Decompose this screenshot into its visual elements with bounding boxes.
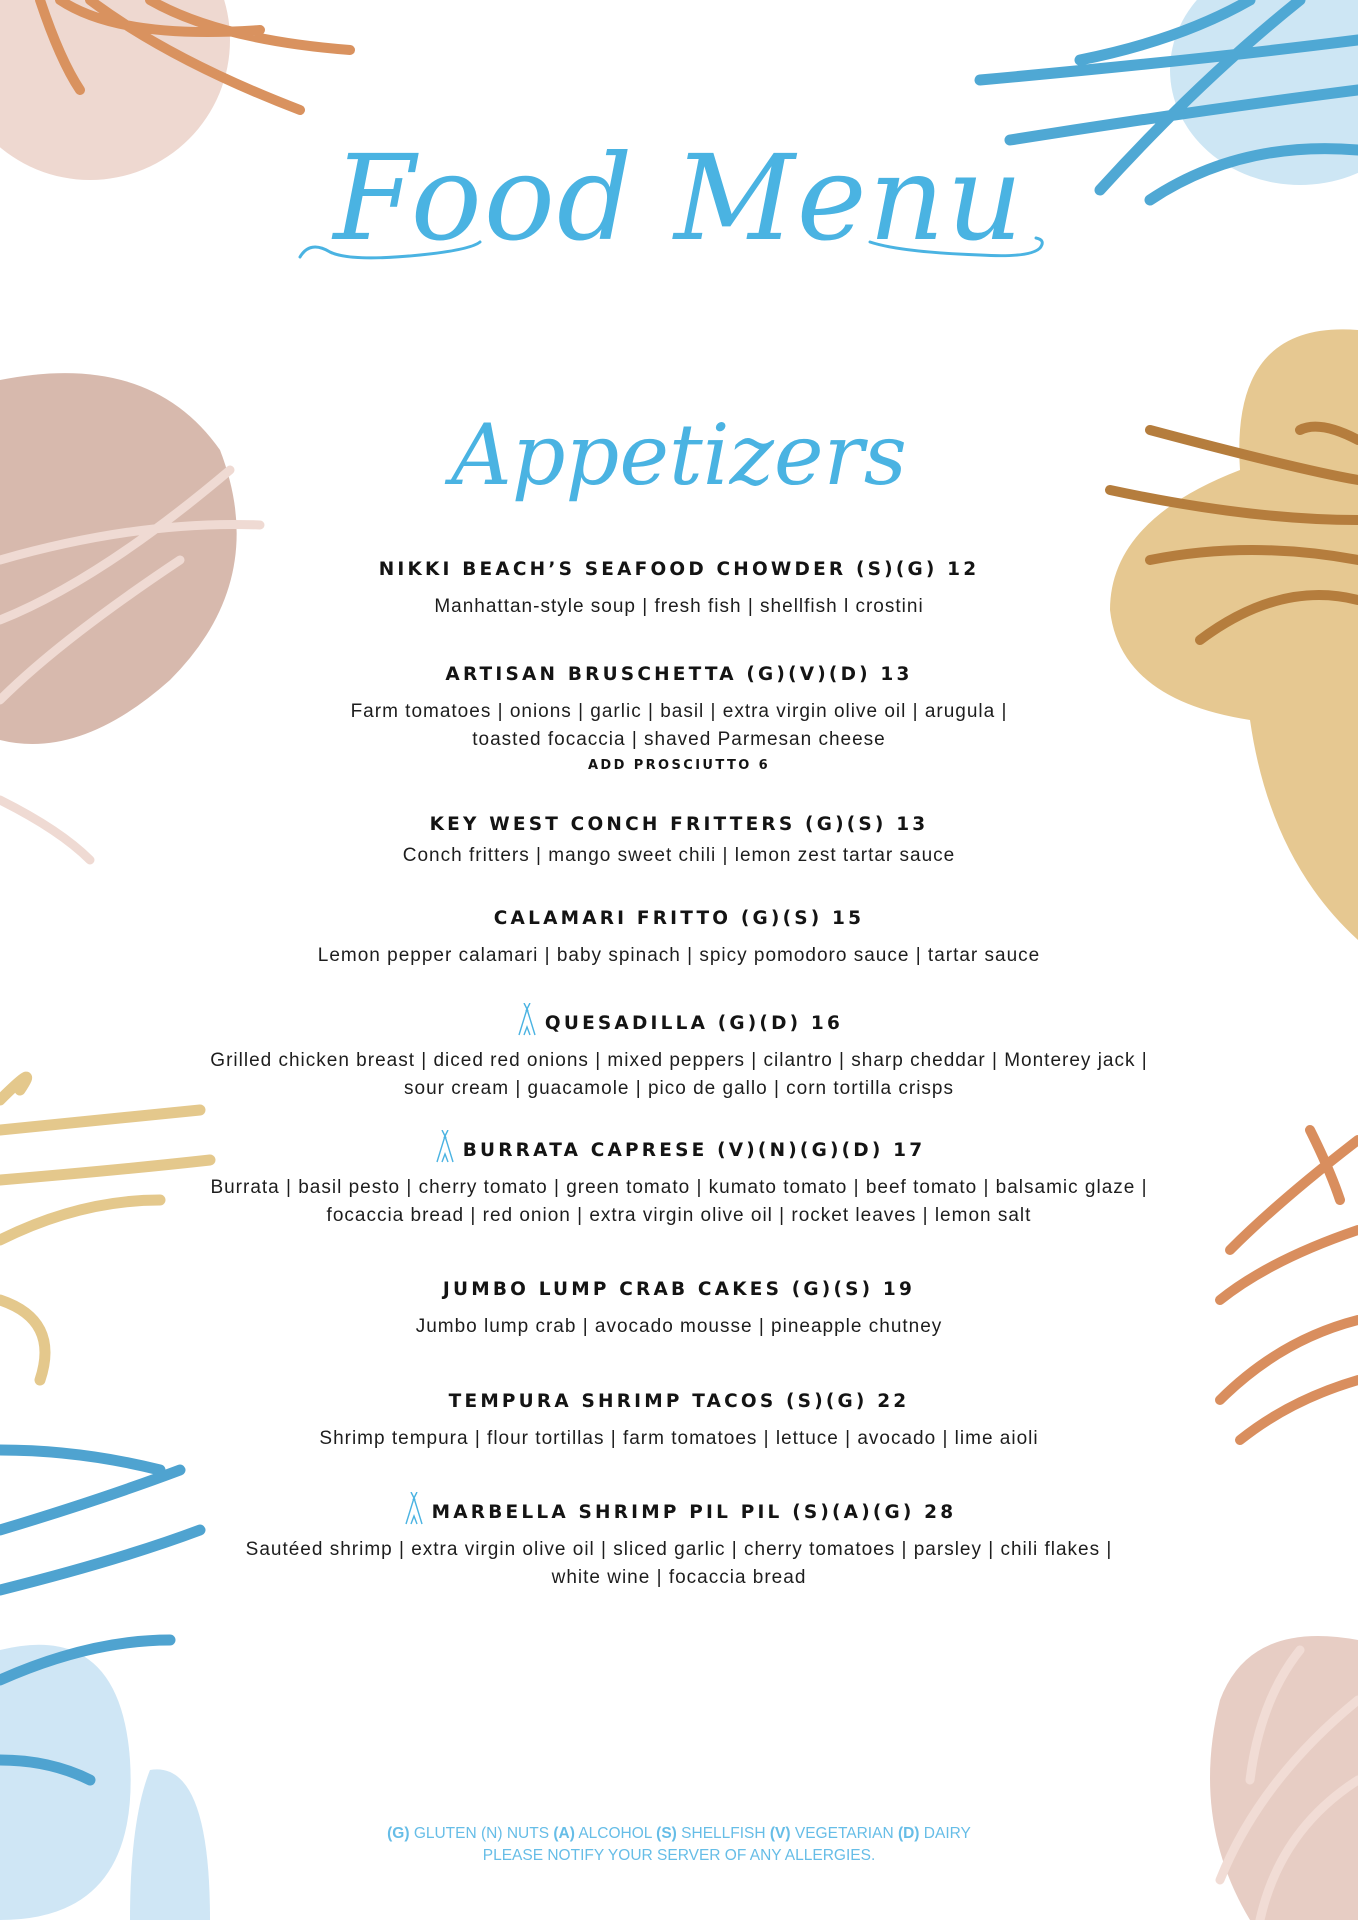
section-title-appetizers: Appetizers	[451, 406, 907, 504]
menu-item	[150, 808, 1208, 870]
menu-item-description: Burrata | basil pesto | cherry tomato | green tomato | kumato tomato | beef tomato | balsamic glaze |	[210, 1177, 1148, 1198]
menu-item-description: Manhattan-style soup | fresh fish | shellfish l crostini	[434, 596, 924, 617]
menu-item	[150, 902, 1208, 970]
menu-item	[150, 1007, 1208, 1103]
menu-item	[150, 553, 1208, 621]
menu-item	[150, 1496, 1208, 1592]
right-orange-leaf-illustration	[1220, 1130, 1358, 1440]
legend-label: DAIRY	[923, 1825, 971, 1842]
legend-code: (N)	[481, 1825, 503, 1842]
menu-item-description: Shrimp tempura | flour tortillas | farm tomatoes | lettuce | avocado | lime aioli	[319, 1428, 1039, 1449]
page-title: Food Menu	[333, 129, 1025, 267]
legend-code: (S)	[656, 1825, 677, 1842]
menu-item-addon: ADD PROSCIUTTO 6	[587, 758, 771, 773]
menu-item-name-row	[150, 1496, 1208, 1530]
menu-item	[150, 1273, 1208, 1341]
menu-item-list	[150, 553, 1208, 1592]
menu-item-description: Jumbo lump crab | avocado mousse | pineapple chutney	[415, 1316, 943, 1337]
menu-item-description: toasted focaccia | shaved Parmesan cheese	[472, 729, 886, 750]
menu-item-name: BURRATA CAPRESE (V)(N)(G)(D) 17	[462, 1140, 926, 1161]
menu-item	[150, 1385, 1208, 1453]
menu-item	[150, 1134, 1208, 1230]
legend-label: GLUTEN	[413, 1825, 477, 1842]
menu-item-name: NIKKI BEACH’S SEAFOOD CHOWDER (S)(G) 12	[378, 559, 980, 580]
legend-code: (A)	[553, 1825, 575, 1842]
bottom-right-leaf-illustration	[1210, 1636, 1358, 1920]
menu-item	[150, 658, 1208, 778]
menu-item-description: Sautéed shrimp | extra virgin olive oil | sliced garlic | cherry tomatoes | parsley | chili flakes |	[245, 1539, 1113, 1560]
legend-label: SHELLFISH	[681, 1825, 766, 1842]
menu-item-description: Grilled chicken breast | diced red onions | mixed peppers | cilantro | sharp cheddar | Monterey jack |	[210, 1050, 1148, 1071]
menu-item-description: focaccia bread | red onion | extra virgin olive oil | rocket leaves | lemon salt	[326, 1205, 1032, 1226]
legend-label: VEGETARIAN	[794, 1825, 894, 1842]
menu-header	[0, 120, 1358, 300]
legend-label: ALCOHOL	[578, 1825, 652, 1842]
allergen-legend	[0, 1823, 1358, 1867]
menu-item-description: Farm tomatoes | onions | garlic | basil | extra virgin olive oil | arugula |	[350, 701, 1008, 722]
menu-item-name-row	[150, 1007, 1208, 1041]
menu-item-name: CALAMARI FRITTO (G)(S) 15	[493, 908, 865, 929]
menu-item-name-row	[150, 1134, 1208, 1168]
allergen-legend-row	[0, 1823, 1358, 1845]
menu-item-name: ARTISAN BRUSCHETTA (G)(V)(D) 13	[445, 664, 913, 685]
legend-code: (V)	[769, 1825, 791, 1842]
menu-item-name: TEMPURA SHRIMP TACOS (S)(G) 22	[448, 1391, 910, 1412]
menu-item-description: Lemon pepper calamari | baby spinach | spicy pomodoro sauce | tartar sauce	[317, 945, 1041, 966]
menu-item-name: MARBELLA SHRIMP PIL PIL (S)(A)(G) 28	[431, 1502, 957, 1523]
teepee-icon	[402, 1492, 426, 1526]
legend-code: (G)	[387, 1825, 410, 1842]
legend-code: (D)	[897, 1825, 920, 1842]
teepee-icon	[433, 1130, 457, 1164]
menu-item-description: sour cream | guacamole | pico de gallo | corn tortilla crisps	[404, 1078, 954, 1099]
legend-label: NUTS	[506, 1825, 550, 1842]
menu-item-name: KEY WEST CONCH FRITTERS (G)(S) 13	[429, 814, 929, 835]
menu-item-name: QUESADILLA (G)(D) 16	[544, 1013, 844, 1034]
menu-item-name: JUMBO LUMP CRAB CAKES (G)(S) 19	[442, 1279, 916, 1300]
teepee-icon	[515, 1003, 539, 1037]
menu-item-description: Conch fritters | mango sweet chili | lemon zest tartar sauce	[402, 845, 956, 866]
allergy-note: PLEASE NOTIFY YOUR SERVER OF ANY ALLERGIES.	[482, 1847, 876, 1864]
menu-item-description: white wine | focaccia bread	[551, 1567, 807, 1588]
